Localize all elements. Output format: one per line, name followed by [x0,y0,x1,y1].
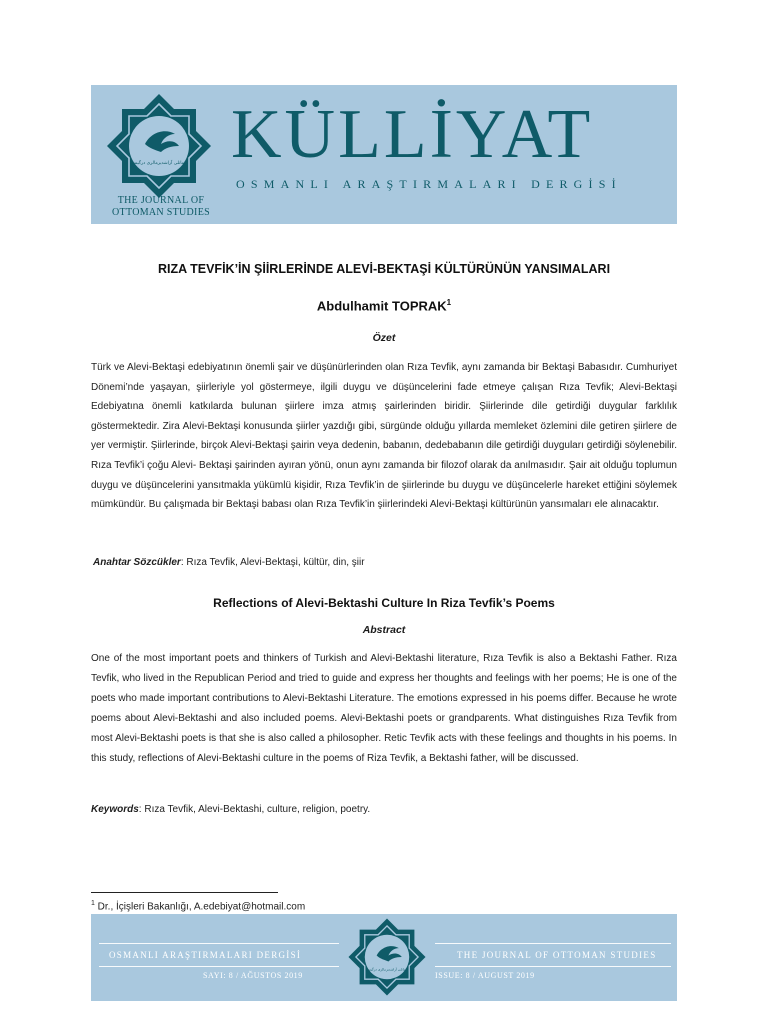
footer-rule-right-bottom [435,966,671,967]
anahtar-sozcukler-line [93,557,365,568]
anahtar-label: Anahtar Sözcükler [93,557,181,568]
footer-rule-left-top [99,943,339,944]
keywords-value: : Rıza Tevfik, Alevi-Bektashi, culture, religion, poetry. [138,804,371,815]
footer-emblem-icon [347,917,427,997]
svg-text:عثمانلی آراشدیرمالری درگیسی: عثمانلی آراشدیرمالری درگیسی [129,161,189,166]
journal-footer-banner [91,914,677,1001]
footer-rule-left-bottom [99,966,339,967]
footnote-divider [91,892,278,893]
journal-brand-subtitle: OSMANLI ARAŞTIRMALARI DERGİSİ [236,177,622,191]
journal-en-line-1: THE JOURNAL OF [117,195,205,206]
journal-emblem-icon [105,92,213,200]
article-title: RIZA TEVFİK’İN ŞİİRLERİNDE ALEVİ-BEKTAŞİ KÜLTÜRÜNÜN YANSIMALARI [157,262,611,276]
footnote-mark: 1 [91,900,95,907]
anahtar-value: : Rıza Tevfik, Alevi-Bektaşi, kültür, din, şiir [180,557,365,568]
journal-en-line-2: OTTOMAN STUDIES [112,207,210,218]
author-name-text: Abdulhamit TOPRAK [316,298,447,314]
footer-title-left: OSMANLI ARAŞTIRMALARI DERGİSİ [109,950,302,960]
footer-rule-right-top [435,943,671,944]
keywords-label: Keywords [91,804,139,815]
footer-title-right: THE JOURNAL OF OTTOMAN STUDIES [457,950,657,960]
author-name [91,298,677,313]
footnote-text: Dr., İçişleri Bakanlığı, A.edebiyat@hotmail.com [94,901,306,913]
keywords-line [91,804,370,815]
english-article-title: Reflections of Alevi-Bektashi Culture In Riza Tevfik’s Poems [213,596,555,610]
ozet-heading: Özet [372,332,396,344]
journal-english-name [99,195,223,219]
journal-brand-title: KÜLLİYAT [231,96,594,173]
footnote [91,900,305,912]
abstract-heading: Abstract [362,624,406,636]
journal-header-banner [91,85,677,224]
svg-text:عثمانلی آراشدیرمالری درگیسی: عثمانلی آراشدیرمالری درگیسی [365,967,409,972]
author-footnote-mark[interactable]: 1 [446,298,452,307]
abstract-paragraph: One of the most important poets and thinkers of Turkish and Alevi-Bektashi literature, Rıza Tevfik is also a Bektashi Father. Rıza Tevfik, who lived in the Republican Period and tried to guide and express her thoughts and feelings with her poems; He is one of the poets who made important contributions to Alevi-Bektashi Literature. The emotions expressed in his poems differ. Because he wrote poems about Alevi-Bektashi and also included poems. Alevi-Bektashi poets or grandparents. What distinguishes Rıza Tevfik from most Alevi-Bektashi poets is that she is also called a philosopher. Retic Tevfik acts with these feelings and thoughts in his poems. In this study, reflections of Alevi-Bektashi culture in the poems of Riza Tevfik, a Bektashi father, will be discussed. [91,653,677,765]
ozet-paragraph: Türk ve Alevi-Bektaşi edebiyatının önemli şair ve düşünürlerinden olan Rıza Tevfik, aynı zamanda bir Bektaşi Babasıdır. Cumhuriyet Dönemi’nde yaşayan, şiirleriyle yol göstermeye, ilgili duygu ve düşüncelerini fade etmeye çalışan Rıza Tevfik; Alevi-Bektaşi Edebiyatına önemli katkılarda bulunan şiirlere imza atmış şairlerinden biridir. Şiirlerinde dile getirdiği duygular farklılık göstermektedir. Zira Alevi-Bektaşi konusunda şiirler yazdığı gibi, sürgünde olduğu yıllarda memleket özlemini dile getiren şiirlere de yer vermiştir. Şiirlerinde, birçok Alevi-Bektaşi şairin veya dedenin, babanın, dedebabanın dile getirdiği duyguları getirdiği söylenebilir. Rıza Tevfik’i çoğu Alevi- Bektaşi şairinden ayıran yönü, onun aynı zamanda bir filozof olarak da anılmasıdır. Şair ait olduğu toplumun duygu ve düşüncelerini yansıtmakla yükümlü kişidir, Rıza Tevfik’in de şiirlerinde bu duygu ve düşüncelerle hareket ettiğini söylemek mümkündür. Bu çalışmada bir Bektaşi babası olan Rıza Tevfik’in şiirlerindeki Alevi-Bektaşi kültürünün yansımaları ele alınacaktır. [91,362,677,511]
footer-issue-left: SAYI: 8 / AĞUSTOS 2019 [203,971,303,980]
footer-issue-right: ISSUE: 8 / AUGUST 2019 [435,971,535,980]
